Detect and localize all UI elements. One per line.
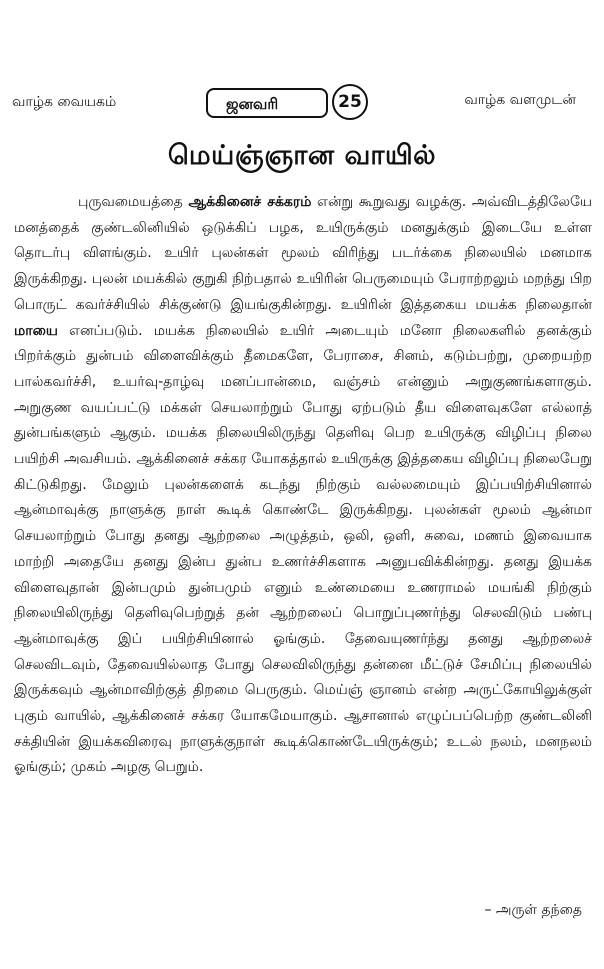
body-text-part3: எனப்படும். மயக்க நிலையில் உயிர் அடையும் மனோ நிலைகளில் தனக்கும் பிறர்க்கும் துன்பம் விளைவிக்கும் தீமைகளே, பேராசை, சினம், கடும்பற்று, முறையற்ற பால்கவர்ச்சி, உயர்வு-தாழ்வு மனப்பான்மை, வஞ்சம் என்னும் அறுகுணங்களாகும். அறுகுண வயப்பட்டு மக்கள் செயலாற்றும் போது ஏற்படும் தீய விளைவுகளே எல்லாத் துன்பங்களும் ஆகும். மயக்க நிலையிலிருந்து தெளிவு பெற உயிருக்கு விழிப்பு நிலை பயிற்சி அவசியம். ஆக்கினைச் சக்கர யோகத்தால் உயிருக்கு இத்தகைய விழிப்பு நிலைபேறு கிட்டுகிறது. மேலும் புலன்களைக் கடந்து நிற்கும் வல்லமையும் இப்பயிற்சியினால் ஆன்மாவுக்கு நாளுக்கு நாள் கூடிக் கொண்டே இருக்கிறது. புலன்கள் மூலம் ஆன்மா செயலாற்றும் போது தனது ஆற்றலை அழுத்தம், ஒலி, ஒளி, சுவை, மணம் இவையாக மாற்றி அதையே தனது இன்ப துன்ப உணர்ச்சிகளாக அனுபவிக்கின்றது. தனது இயக்க விளைவுதான் இன்பமும் துன்பமும் எனும் உண்மையை உணராமல் மயங்கி நிற்கும் நிலையிலிருந்து தெளிவுபெற்றுத் தன் ஆற்றலைப் பொறுப்புணர்ந்து செலவிடும் பண்பு ஆன்மாவுக்கு இப் பயிற்சியினால் ஓங்கும். தேவையுணர்ந்து தனது ஆற்றலைச் செலவிடவும், தேவையில்லாத போது செலவிலிருந்து தன்னை மீட்டுச் சேமிப்பு நிலையில் இருக்கவும் ஆன்மாவிற்குத் திறமை பெருகும். மெய்ஞ் ஞானம் என்ற அருட்கோயிலுக்குள் புகும் வாயில், ஆக்கினைச் சக்கர யோகமேயாகும். ஆசானால் எழுப்பப்பெற்ற குண்டலினி சக்தியின் இயக்கவிரைவு நாளுக்குநாள் கூடிக்கொண்டேயிருக்கும்; உடல் நலம், மனநலம் ஓங்கும்; முகம் அழகு பெறும். bbox=[14, 322, 592, 776]
header-right-text: வாழ்க வளமுடன் bbox=[464, 92, 576, 108]
header-left-text: வாழ்க வையகம் bbox=[12, 94, 117, 110]
body-paragraph bbox=[14, 190, 592, 781]
body-bold-term1: ஆக்கினைச் சக்கரம் bbox=[188, 194, 312, 210]
page-header bbox=[0, 86, 604, 126]
page-title: மெய்ஞ்ஞான வாயில் bbox=[167, 140, 437, 171]
date-day-badge: 25 bbox=[332, 84, 368, 120]
date-month: ஜனவரி bbox=[226, 95, 279, 113]
body-text-part1: புருவமையத்தை bbox=[78, 194, 189, 210]
body-bold-term2: மாயை bbox=[14, 322, 58, 339]
signature: – அருள் தந்தை bbox=[484, 902, 582, 918]
body-text-part2: என்று கூறுவது வழக்கு. அவ்விடத்திலேயே மனத்தைக் குண்டலினியில் ஒடுக்கிப் பழக, உயிருக்கும் மனதுக்கும் இடையே உள்ள தொடர்பு விளங்கும். உயிர் புலன்கள் மூலம் விரிந்து படர்க்கை நிலையில் மனமாக இருக்கிறது. புலன் மயக்கில் குறுகி நிற்பதால் உயிரின் பெருமையும் பேராற்றலும் மறந்து பிற பொருட் கவர்ச்சியில் சிக்குண்டு இயங்குகின்றது. உயிரின் இத்தகைய மயக்க நிலைதான் bbox=[14, 194, 592, 313]
date-month-box bbox=[206, 88, 328, 118]
